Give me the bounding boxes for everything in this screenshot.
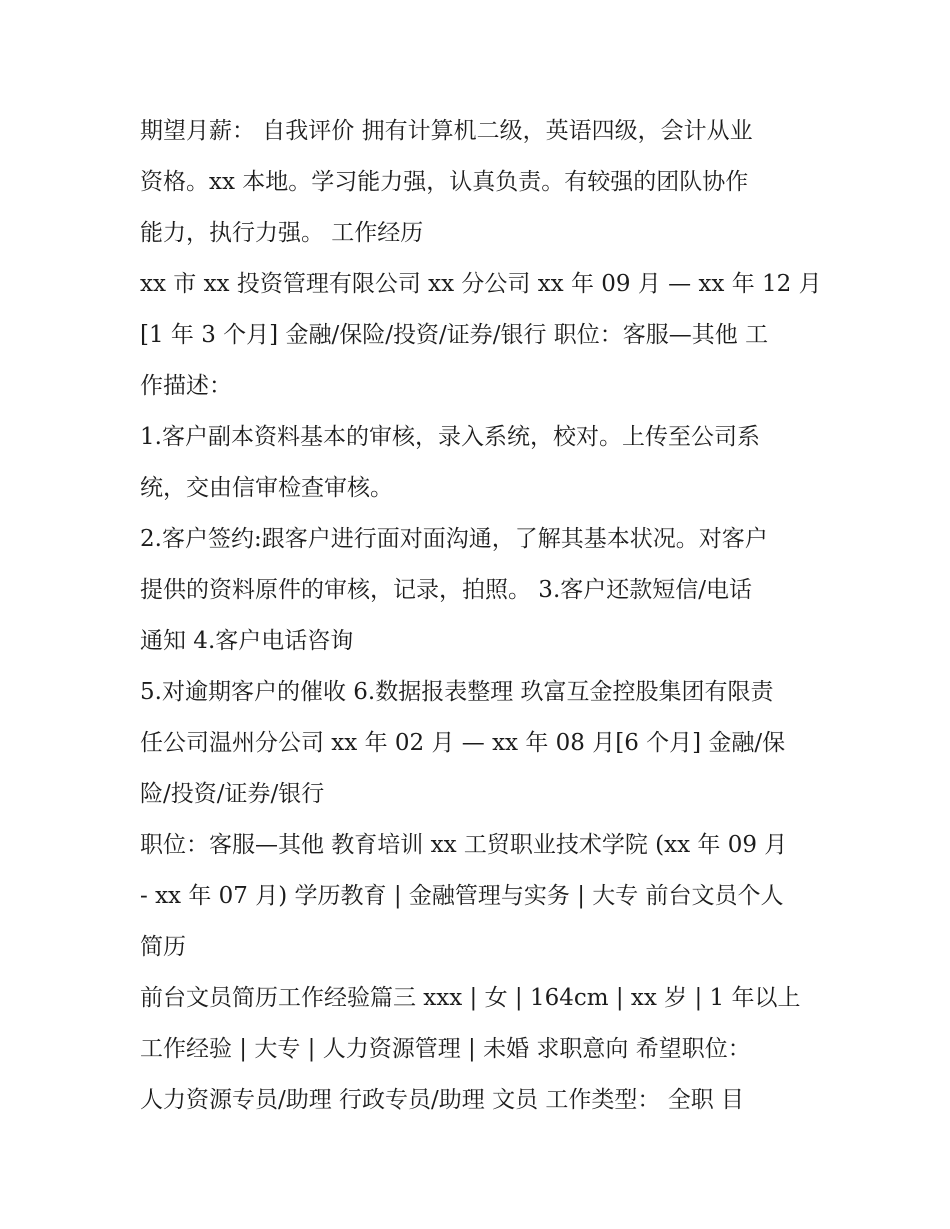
text-line: 前台文员简历工作经验篇三 xxx | 女 | 164cm | xx 岁 | 1 年以上 [140, 985, 801, 1011]
text-line: 5.对逾期客户的催收 6.数据报表整理 玖富互金控股集团有限责 [140, 679, 774, 705]
text-line: 期望月薪： 自我评价 拥有计算机二级，英语四级，会计从业 [140, 118, 753, 144]
paragraph-education [140, 820, 812, 973]
text-line: 2.客户签约:跟客户进行面对面沟通，了解其基本状况。对客户 [140, 526, 768, 552]
text-line: 险/投资/证券/银行 [140, 781, 325, 807]
text-line: xx 市 xx 投资管理有限公司 xx 分公司 xx 年 09 月 — xx 年 12 月 [140, 271, 822, 297]
text-line: 1.客户副本资料基本的审核，录入系统，校对。上传至公司系 [140, 424, 760, 450]
text-line: 提供的资料原件的审核，记录，拍照。 3.客户还款短信/电话 [140, 577, 753, 603]
text-line: 工作经验 | 大专 | 人力资源管理 | 未婚 求职意向 希望职位： [140, 1036, 751, 1062]
text-line: 职位：客服—其他 教育培训 xx 工贸职业技术学院 (xx 年 09 月 [140, 832, 788, 858]
text-line: 作描述： [140, 373, 232, 399]
text-line: - xx 年 07 月) 学历教育 | 金融管理与实务 | 大专 前台文员个人 [140, 883, 784, 909]
text-line: 通知 4.客户电话咨询 [140, 628, 354, 654]
paragraph-job-2 [140, 667, 812, 820]
text-line: [1 年 3 个月] 金融/保险/投资/证券/银行 职位：客服—其他 工 [140, 322, 769, 348]
text-line: 任公司温州分公司 xx 年 02 月 — xx 年 08 月[6 个月] 金融/保 [140, 730, 786, 756]
text-line: 能力，执行力强。 工作经历 [140, 220, 424, 246]
text-line: 资格。xx 本地。学习能力强，认真负责。有较强的团队协作 [140, 169, 749, 195]
text-line: 统，交由信审检查审核。 [140, 475, 393, 501]
paragraph-duty-2 [140, 514, 812, 667]
paragraph-resume-3 [140, 973, 812, 1126]
paragraph-self-evaluation [140, 106, 812, 259]
paragraph-duty-1 [140, 412, 812, 514]
paragraph-job-1 [140, 259, 822, 412]
text-line: 简历 [140, 934, 186, 960]
text-line: 人力资源专员/助理 行政专员/助理 文员 工作类型： 全职 目 [140, 1087, 745, 1113]
document-body [140, 106, 822, 1126]
